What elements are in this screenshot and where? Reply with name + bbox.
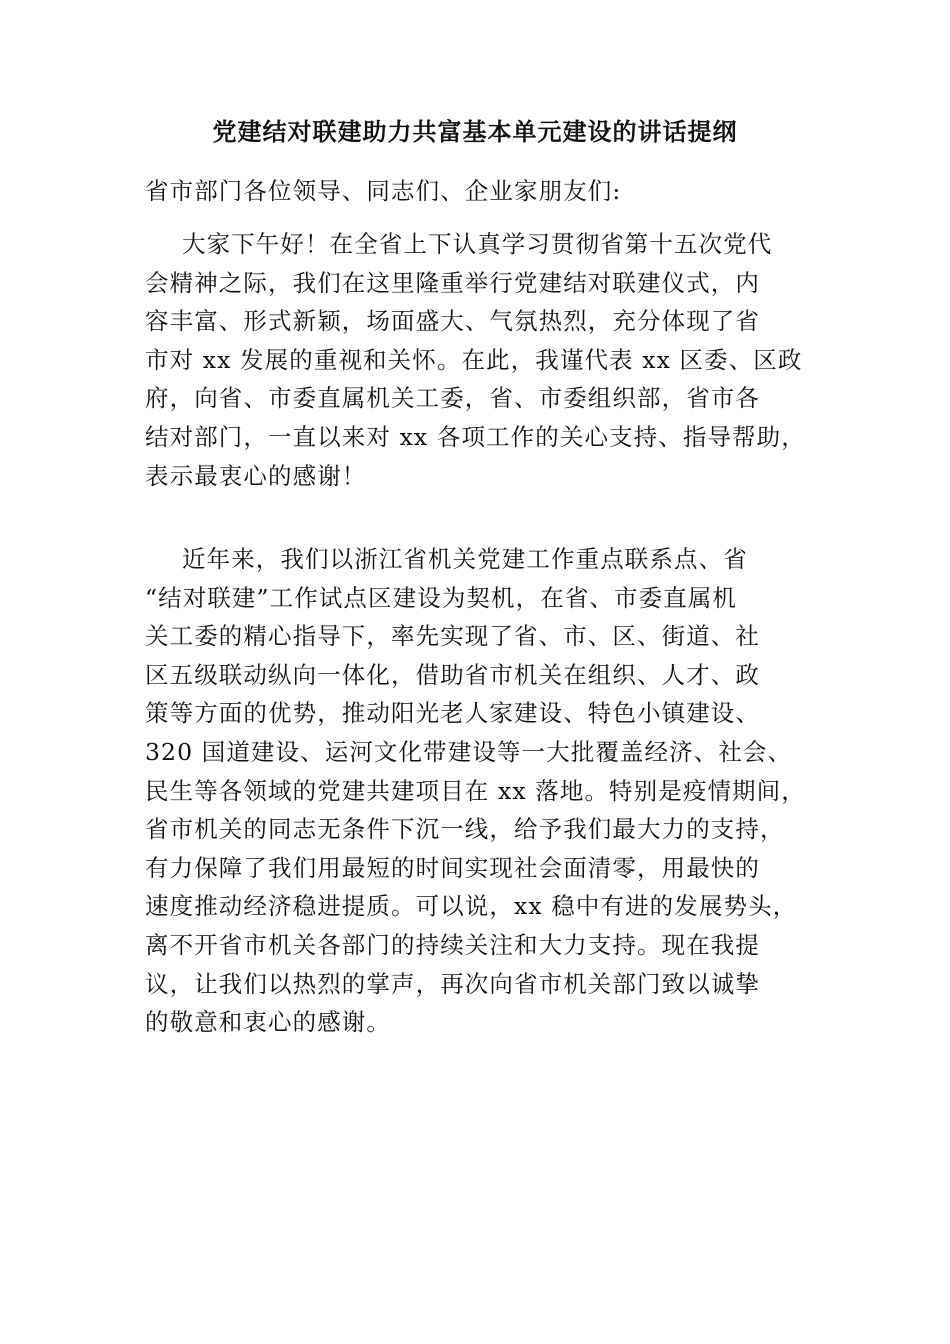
- paragraph-line: “结对联建”工作试点区建设为契机，在省、市委直属机: [145, 583, 738, 612]
- paragraph-line: 策等方面的优势，推动阳光老人家建设、特色小镇建设、: [145, 699, 760, 728]
- paragraph-line: 市对 xx 发展的重视和关怀。在此，我谨代表 xx 区委、区政: [145, 345, 803, 374]
- paragraph-line: 有力保障了我们用最短的时间实现社会面清零，用最快的: [145, 853, 760, 882]
- paragraph-line: 速度推动经济稳进提质。可以说，xx 稳中有进的发展势头，: [145, 892, 798, 921]
- paragraph-line: 表示最衷心的感谢！: [145, 461, 367, 490]
- paragraph-line: 容丰富、形式新颖，场面盛大、气氛热烈，充分体现了省: [145, 307, 760, 336]
- paragraph-1: [145, 225, 815, 495]
- document-title: 党建结对联建助力共富基本单元建设的讲话提纲: [212, 117, 738, 146]
- paragraph-line: 近年来，我们以浙江省机关党建工作重点联系点、省: [182, 545, 748, 573]
- salutation-line: 省市部门各位领导、同志们、企业家朋友们:: [145, 177, 622, 205]
- paragraph-line: 民生等各领域的党建共建项目在 xx 落地。特别是疫情期间，: [145, 776, 806, 805]
- paragraph-line: 府，向省、市委直属机关工委，省、市委组织部，省市各: [145, 384, 760, 413]
- paragraph-line: 大家下午好！在全省上下认真学习贯彻省第十五次党代: [182, 230, 773, 258]
- paragraph-line: 省市机关的同志无条件下沉一线，给予我们最大力的支持，: [145, 815, 785, 844]
- paragraph-2: [145, 540, 815, 1042]
- paragraph-line: 离不开省市机关各部门的持续关注和大力支持。现在我提: [145, 930, 760, 959]
- paragraph-line: 320 国道建设、运河文化带建设等一大批覆盖经济、社会、: [145, 737, 793, 766]
- paragraph-line: 结对部门，一直以来对 xx 各项工作的关心支持、指导帮助，: [145, 422, 806, 451]
- paragraph-line: 关工委的精心指导下，率先实现了省、市、区、街道、社: [145, 622, 760, 651]
- paragraph-line: 的敬意和衷心的感谢。: [145, 1008, 391, 1037]
- paragraph-line: 会精神之际，我们在这里隆重举行党建结对联建仪式，内: [145, 268, 760, 297]
- salutation: [145, 172, 815, 211]
- paragraph-line: 区五级联动纵向一体化，借助省市机关在组织、人才、政: [145, 660, 760, 689]
- paragraph-line: 议，让我们以热烈的掌声，再次向省市机关部门致以诚挚: [145, 969, 760, 998]
